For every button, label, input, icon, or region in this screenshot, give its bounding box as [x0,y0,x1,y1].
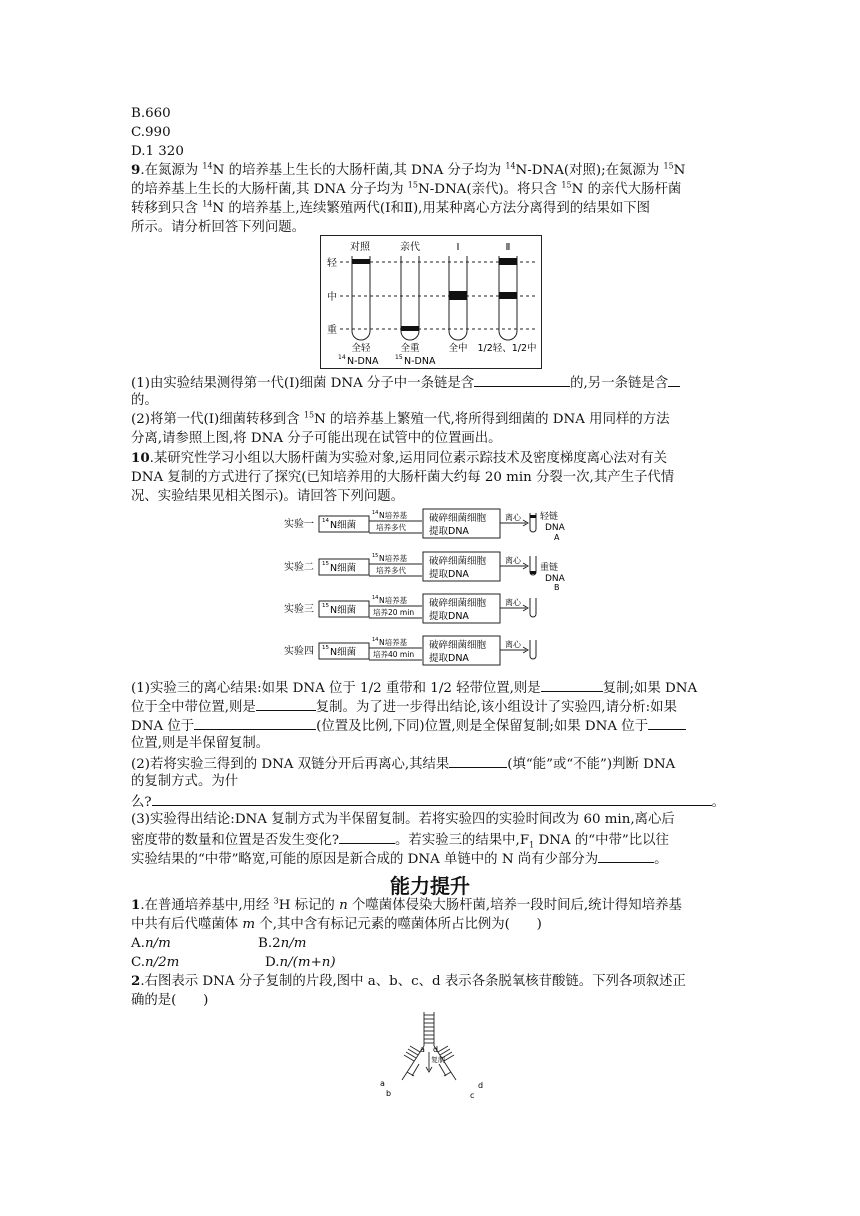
q10-s1-line4: 位置,则是半保留复制。 [131,736,270,751]
q9-sub1: (1)由实验结果测得第一代(Ⅰ)细菌 DNA 分子中一条链是含 的,另一条链是含 [131,372,680,393]
sub-label-14n: N-DNA [347,356,379,367]
q9-sub2-line2: 分离,请参照上图,将 DNA 分子可能出现在试管中的位置画出。 [131,431,502,446]
svg-text:A: A [554,533,560,542]
q9-sub1-end: 的。 [131,393,158,408]
sub-label-15n-sup: 15 [395,354,403,361]
experiment-row-2 [284,552,566,592]
svg-text:N细菌: N细菌 [330,563,357,574]
experiment-row-3 [284,594,536,623]
svg-text:N细菌: N细菌 [330,647,357,658]
q9-line3: 转移到只含 $^{14}$N 的培养基上,连续繁殖两代(Ⅰ和Ⅱ),用某种离心方法分离得到的结果如下图 [131,199,651,216]
svg-text:14: 14 [372,595,379,601]
p2-line1: 2.右图表示 DNA 分子复制的片段,图中 a、b、c、d 表示各条脱氧核苷酸链。下列各项叙述正 [131,973,686,989]
svg-text:14: 14 [372,510,379,516]
label-c-right: c [470,1091,475,1100]
p2-number: 2 [131,973,141,989]
section-title: 能力提升 [390,874,470,898]
svg-text:破碎细菌细胞: 破碎细菌细胞 [429,513,487,524]
p1-number: 1 [131,897,141,913]
band-parent-heavy [401,326,419,331]
svg-text:离心: 离心 [505,556,521,565]
option-c: C.990 [131,125,171,140]
svg-text:轻链: 轻链 [540,512,559,522]
svg-text:培养40 min: 培养40 min [373,650,415,659]
svg-text:培养20 min: 培养20 min [373,608,415,617]
svg-text:培养多代: 培养多代 [376,566,406,575]
label-b-left: b [386,1089,392,1098]
answer-blank[interactable] [648,715,686,730]
answer-blank[interactable] [194,715,316,730]
q10-number: 10 [131,450,150,466]
svg-text:提取DNA: 提取DNA [429,653,469,664]
svg-text:N细菌: N细菌 [330,520,357,531]
svg-text:14: 14 [372,637,379,643]
svg-text:DNA: DNA [545,574,565,584]
svg-text:培养多代: 培养多代 [376,523,406,532]
svg-text:离心: 离心 [505,598,521,607]
svg-text:15: 15 [372,553,379,559]
exp-label: 实验四 [284,646,314,657]
q10-line3: 况、实验结果见相关图示)。请回答下列问题。 [131,489,405,504]
option-d: D.1 320 [131,144,184,159]
answer-blank[interactable] [339,829,395,844]
p1-line1: 1.在普通培养基中,用经 $^3$H 标记的 n 个噬菌体侵染大肠杆菌,培养一段时间后,统计得知培养基 [131,896,682,913]
col-label-parent: 亲代 [400,242,420,253]
q10-line2: DNA 复制的方式进行了探究(已知培养用的大肠杆菌大约每 20 min 分裂一次,其产生子代情 [131,470,675,485]
answer-blank[interactable] [152,791,712,806]
svg-text:N培养基: N培养基 [379,554,408,563]
svg-text:重链: 重链 [540,563,559,573]
answer-blank[interactable] [474,372,570,387]
svg-text:14: 14 [322,518,329,524]
q9-sub2-line1: (2)将第一代(Ⅰ)细菌转移到含 $^{15}$N 的培养基上繁殖一代,将所得到细菌的 DNA 用同样的方法 [131,410,670,427]
svg-text:N培养基: N培养基 [379,511,408,520]
exp-label: 实验一 [284,519,314,530]
exp-label: 实验二 [284,562,314,573]
col-label-control: 对照 [350,242,370,253]
svg-text:提取DNA: 提取DNA [429,526,469,537]
q9-number: 9 [131,162,141,178]
label-a-left: a [380,1079,385,1088]
svg-text:破碎细菌细胞: 破碎细菌细胞 [429,640,487,651]
svg-text:提取DNA: 提取DNA [429,611,469,622]
answer-blank[interactable] [668,372,680,387]
svg-text:15: 15 [322,603,329,609]
bottom-label-all-light: 全轻 [351,343,371,354]
bottom-label-half-half: 1/2轻、1/2中 [477,343,537,354]
svg-text:DNA: DNA [545,523,565,533]
answer-blank[interactable] [541,677,603,692]
svg-text:N培养基: N培养基 [379,596,408,605]
svg-text:15: 15 [322,561,329,567]
svg-text:离心: 离心 [505,513,521,522]
svg-text:破碎细菌细胞: 破碎细菌细胞 [429,598,487,609]
p1-option-b[interactable]: B.2n/m [258,936,307,951]
q10-s3-line2: 密度带的数量和位置是否发生变化? 。若实验三的结果中$,F_1$ DNA 的“中带”比以往 [131,829,669,850]
experiment-row-1 [284,509,566,542]
q10-experiment-figure [284,507,594,673]
p1-option-c[interactable]: C.n/2m [131,955,180,970]
svg-text:离心: 离心 [505,640,521,649]
q9-line2: 的培养基上生长的大肠杆菌,其 DNA 分子均为 $^{15}$N-DNA(亲代)。将只含 $^{15}$N 的亲代大肠杆菌 [131,180,682,197]
p2-line2: 确的是( ) [131,993,209,1008]
row-label-middle: 中 [327,292,337,303]
q10-s1-line1: (1)实验三的离心结果:如果 DNA 位于 1/2 重带和 1/2 轻带位置,则是 复制;如果 DNA [131,677,697,698]
col-label-gen2: Ⅱ [505,242,511,253]
answer-blank[interactable] [449,753,507,768]
label-replication: 复制 [431,1056,445,1064]
bottom-label-all-middle: 全中 [448,343,468,354]
band-gen1-middle [449,291,467,300]
q10-s1-line2: 位于全中带位置,则是 复制。为了进一步得出结论,该小组设计了实验四,请分析:如果 [131,696,677,717]
svg-text:N培养基: N培养基 [379,638,408,647]
col-label-gen1: Ⅰ [456,242,460,253]
experiment-row-4 [284,636,536,665]
p1-line2: 中共有后代噬菌体 m 个,其中含有标记元素的噬菌体所占比例为( ) [131,917,542,932]
q10-s2-line3: 么? 。 [131,791,725,812]
p2-replication-figure [372,1010,492,1102]
q10-s1-line3: DNA 位于 (位置及比例,下同)位置,则是全保留复制;如果 DNA 位于 [131,715,686,736]
svg-text:N细菌: N细菌 [330,605,357,616]
svg-text:破碎细菌细胞: 破碎细菌细胞 [429,556,487,567]
sub-label-14n-sup: 14 [338,354,346,361]
q9-centrifuge-figure [320,235,542,369]
row-label-light: 轻 [327,258,337,269]
label-d-right: d [478,1081,484,1090]
bottom-label-all-heavy: 全重 [400,343,420,354]
band-control-light [352,259,370,264]
p1-option-a[interactable]: A.n/m [131,936,171,951]
row-label-heavy: 重 [327,325,337,336]
svg-text:15: 15 [322,645,329,651]
q10-s2-line1: (2)若将实验三得到的 DNA 双链分开后再离心,其结果 (填“能”或“不能”)判断 DNA [131,753,675,774]
q10-s2-line2: 的复制方式。为什 [131,774,239,789]
option-b: B.660 [131,106,171,121]
label-a-top: a [420,1045,425,1054]
q9-line4: 所示。请分析回答下列问题。 [131,220,306,235]
answer-blank[interactable] [256,696,316,711]
band-gen2-middle [499,292,517,299]
svg-text:提取DNA: 提取DNA [429,569,469,580]
band-gen2-light [499,258,517,265]
q10-s3-line3: 实验结果的“中带”略宽,可能的原因是新合成的 DNA 单链中的 N 尚有少部分为 。 [131,848,668,869]
label-d-top: d [433,1045,439,1054]
q9-line1: 9.在氮源为 $^{14}$N 的培养基上生长的大肠杆菌,其 DNA 分子均为 $^{14}$N-DNA(对照);在氮源为 $^{15}$N [131,161,686,178]
svg-text:B: B [554,583,560,592]
p1-option-d[interactable]: D.n/(m+n) [265,955,336,970]
exp-label: 实验三 [284,604,314,615]
q10-line1: 10.某研究性学习小组以大肠杆菌为实验对象,运用同位素示踪技术及密度梯度离心法对有关 [131,450,667,466]
sub-label-15n: N-DNA [404,356,436,367]
answer-blank[interactable] [598,848,654,863]
q10-s3-line1: (3)实验得出结论:DNA 复制方式为半保留复制。若将实验四的实验时间改为 60 min,离心后 [131,812,675,827]
